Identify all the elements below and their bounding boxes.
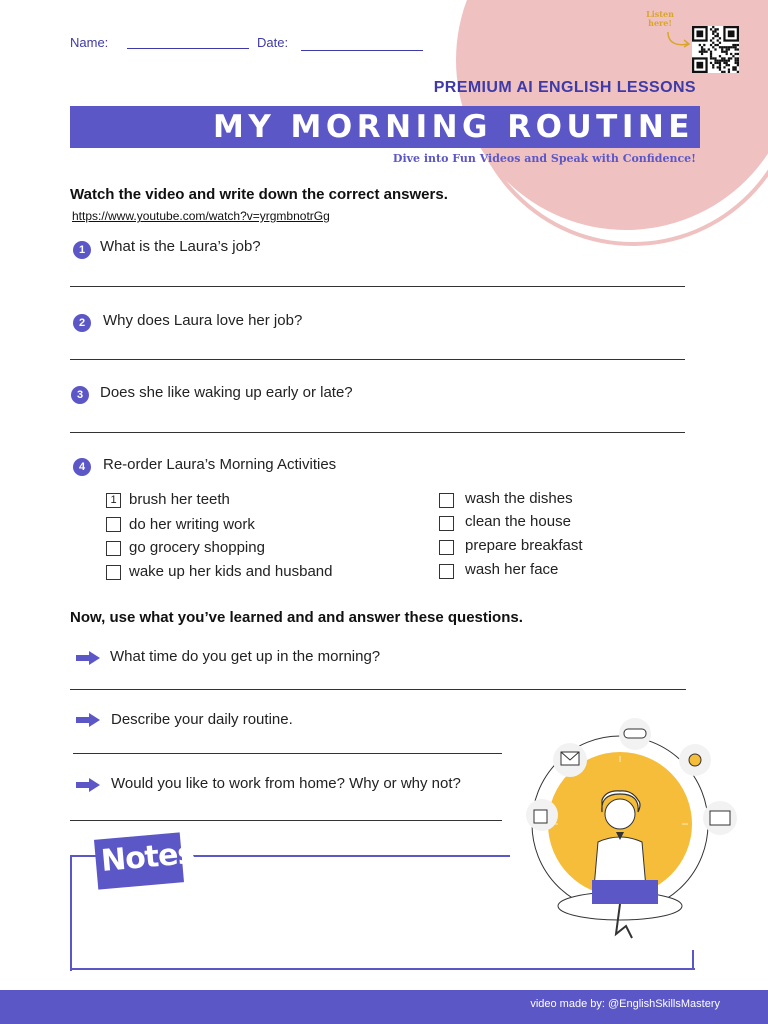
activity-item: wash her face (465, 561, 559, 578)
title-banner (70, 106, 700, 148)
arrow-right-icon (76, 651, 100, 665)
question-1: What is the Laura’s job? (100, 238, 261, 255)
order-box[interactable] (439, 564, 454, 579)
answer-line-6[interactable] (70, 820, 502, 821)
qr-code-icon[interactable] (692, 26, 739, 73)
date-label: Date: (257, 35, 289, 50)
name-label: Name: (70, 35, 109, 50)
notes-area[interactable] (74, 880, 686, 964)
video-link[interactable]: https://www.youtube.com/watch?v=yrgmbnotrGg (72, 209, 330, 223)
order-box[interactable] (439, 540, 454, 555)
arrow-right-icon (76, 778, 100, 792)
order-box[interactable]: 1 (106, 493, 121, 508)
name-field[interactable] (127, 48, 249, 49)
listen-here-label: Listen here! (646, 9, 674, 28)
answer-line-5[interactable] (73, 753, 502, 754)
activity-item: do her writing work (129, 516, 255, 533)
order-box[interactable] (439, 493, 454, 508)
activity-item: wash the dishes (465, 490, 573, 507)
question-number-2: 2 (73, 314, 91, 332)
footer-bar (0, 990, 768, 1024)
answer-line-3[interactable] (70, 432, 685, 433)
question-number-3: 3 (71, 386, 89, 404)
reflection-question-1: What time do you get up in the morning? (110, 648, 381, 665)
reflection-question-2: Describe your daily routine. (111, 711, 293, 728)
activity-item: prepare breakfast (465, 537, 583, 554)
notes-frame (70, 968, 695, 970)
question-4: Re-order Laura’s Morning Activities (103, 456, 337, 473)
footer-credit: video made by: @EnglishSkillsMastery (530, 998, 720, 1010)
answer-line-1[interactable] (70, 286, 685, 287)
order-box[interactable] (106, 565, 121, 580)
tagline: Dive into Fun Videos and Speak with Confidence! (392, 152, 696, 165)
notes-label: Notes (99, 836, 196, 879)
section2-instruction: Now, use what you’ve learned and and answer these questions. (70, 609, 523, 626)
notes-frame (70, 855, 72, 971)
activity-item: go grocery shopping (129, 539, 265, 556)
order-box[interactable] (106, 517, 121, 532)
order-box[interactable] (439, 516, 454, 531)
section1-instruction: Watch the video and write down the correct answers. (70, 186, 448, 203)
reflection-question-3: Would you like to work from home? Why or why not? (111, 775, 461, 792)
question-number-1: 1 (73, 241, 91, 259)
arrow-right-icon (76, 713, 100, 727)
series-label: PREMIUM AI ENGLISH LESSONS (433, 79, 696, 96)
answer-line-2[interactable] (70, 359, 685, 360)
question-3: Does she like waking up early or late? (100, 384, 353, 401)
activity-item: clean the house (465, 513, 571, 530)
date-field[interactable] (301, 50, 423, 51)
order-box[interactable] (106, 541, 121, 556)
question-2: Why does Laura love her job? (103, 312, 303, 329)
curved-arrow-icon (664, 30, 692, 50)
activity-item: wake up her kids and husband (129, 563, 333, 580)
page-title: MY MORNING ROUTINE (212, 109, 694, 145)
question-number-4: 4 (73, 458, 91, 476)
activity-item: brush her teeth (129, 491, 230, 508)
answer-line-4[interactable] (70, 689, 686, 690)
notes-frame (692, 950, 694, 970)
